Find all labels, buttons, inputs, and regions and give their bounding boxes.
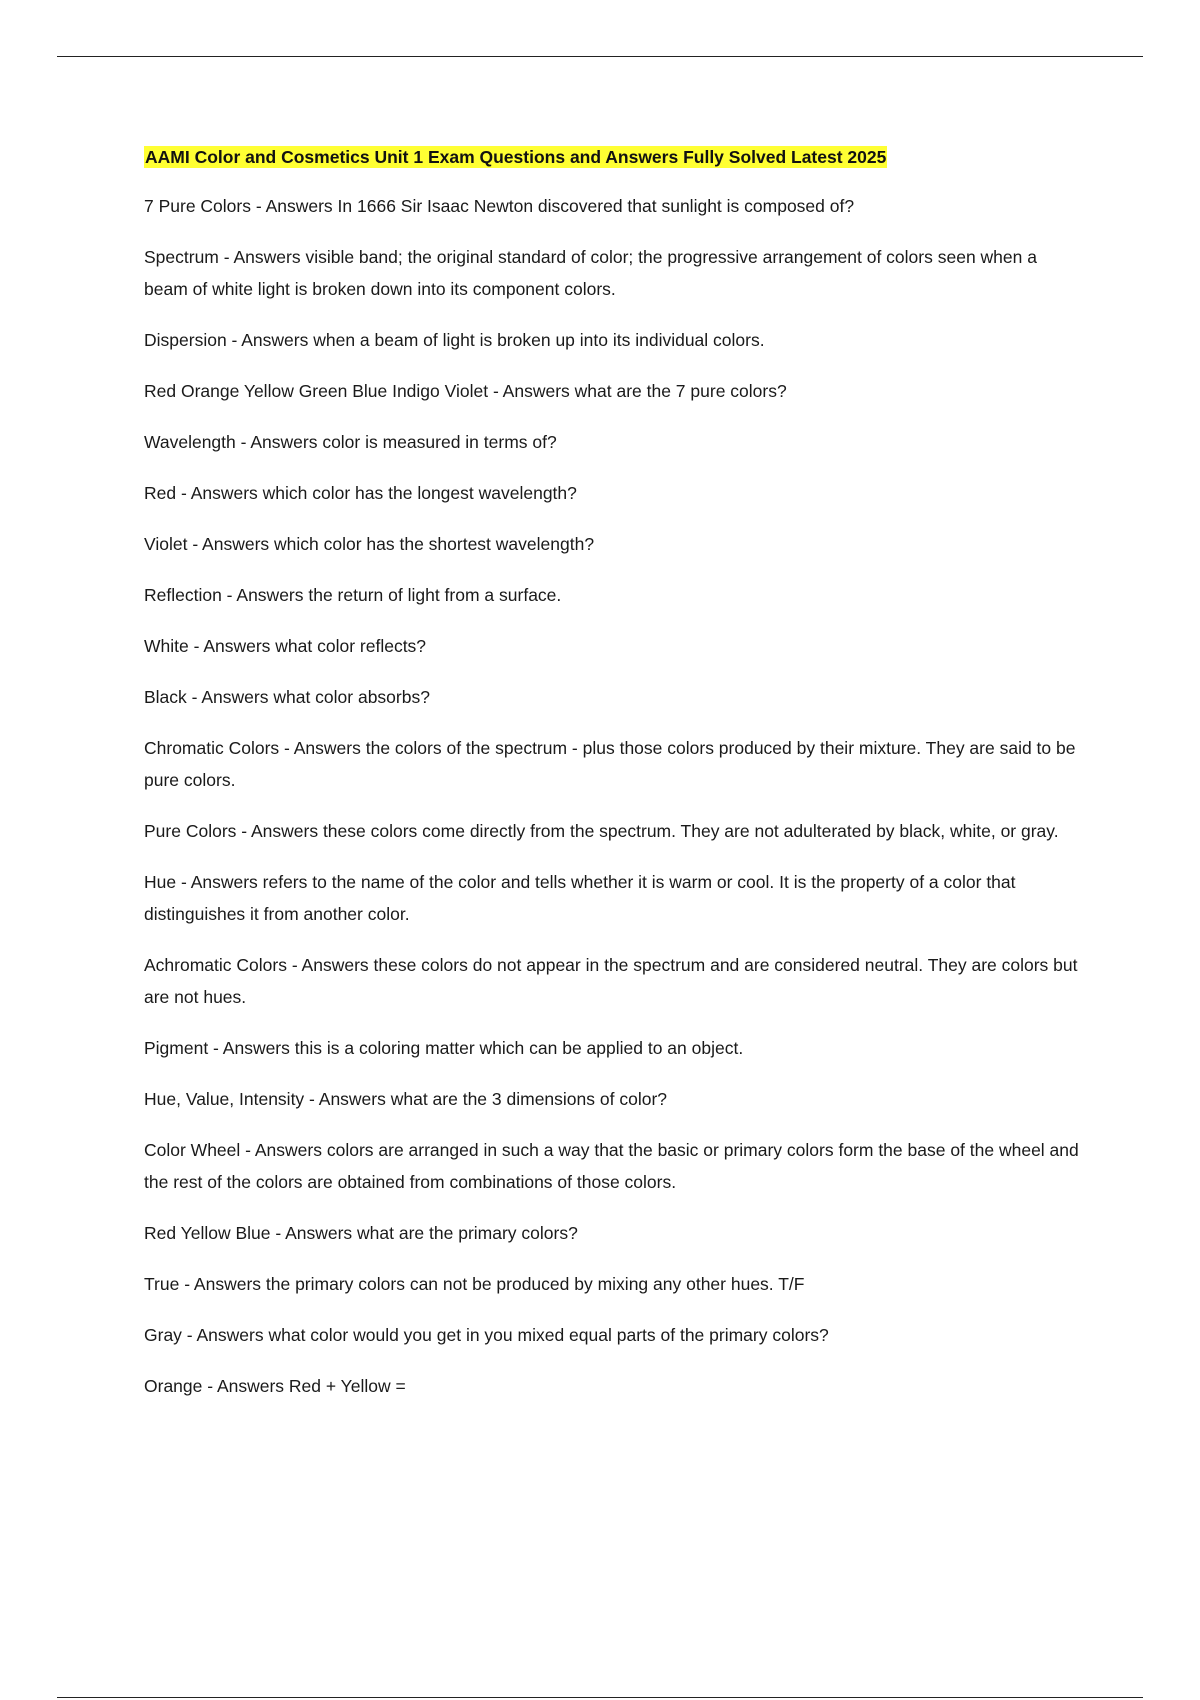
qa-entry: Color Wheel - Answers colors are arranged in such a way that the basic or primary colors form the base of the wheel and the rest of the colors are obtained from combinations of those colors. xyxy=(144,1140,1079,1192)
qa-entry: Chromatic Colors - Answers the colors of the spectrum - plus those colors produced by their mixture. They are said to be pure colors. xyxy=(144,738,1076,790)
qa-entry: Violet - Answers which color has the shortest wavelength? xyxy=(144,534,595,554)
qa-entry: 7 Pure Colors - Answers In 1666 Sir Isaac Newton discovered that sunlight is composed of? xyxy=(144,196,855,216)
qa-entry: Wavelength - Answers color is measured in terms of? xyxy=(144,432,557,452)
title-block xyxy=(144,144,1084,172)
qa-entry: Hue, Value, Intensity - Answers what are the 3 dimensions of color? xyxy=(144,1089,668,1109)
footer-rule xyxy=(57,1697,1143,1698)
qa-entry: Achromatic Colors - Answers these colors do not appear in the spectrum and are considered neutral. They are colors but are not hues. xyxy=(144,955,1078,1007)
header-rule xyxy=(57,56,1143,57)
qa-list xyxy=(144,190,1084,1402)
document-body xyxy=(144,144,1084,1421)
qa-entry: Hue - Answers refers to the name of the color and tells whether it is warm or cool. It is the property of a color that distinguishes it from another color. xyxy=(144,872,1016,924)
qa-entry: Red Orange Yellow Green Blue Indigo Violet - Answers what are the 7 pure colors? xyxy=(144,381,787,401)
qa-entry: Red - Answers which color has the longest wavelength? xyxy=(144,483,577,503)
qa-entry: Spectrum - Answers visible band; the original standard of color; the progressive arrangement of colors seen when a beam of white light is broken down into its component colors. xyxy=(144,247,1037,299)
qa-entry: White - Answers what color reflects? xyxy=(144,636,427,656)
qa-entry: Pigment - Answers this is a coloring matter which can be applied to an object. xyxy=(144,1038,744,1058)
qa-entry: Black - Answers what color absorbs? xyxy=(144,687,430,707)
document-title: AAMI Color and Cosmetics Unit 1 Exam Questions and Answers Fully Solved Latest 2025 xyxy=(145,147,887,167)
qa-entry: Red Yellow Blue - Answers what are the primary colors? xyxy=(144,1223,578,1243)
qa-entry: Pure Colors - Answers these colors come directly from the spectrum. They are not adulterated by black, white, or gray. xyxy=(144,821,1059,841)
qa-entry: Gray - Answers what color would you get in you mixed equal parts of the primary colors? xyxy=(144,1325,829,1345)
qa-entry: Orange - Answers Red + Yellow = xyxy=(144,1376,406,1396)
qa-entry: True - Answers the primary colors can not be produced by mixing any other hues. T/F xyxy=(144,1274,805,1294)
qa-entry: Dispersion - Answers when a beam of light is broken up into its individual colors. xyxy=(144,330,765,350)
qa-entry: Reflection - Answers the return of light from a surface. xyxy=(144,585,562,605)
